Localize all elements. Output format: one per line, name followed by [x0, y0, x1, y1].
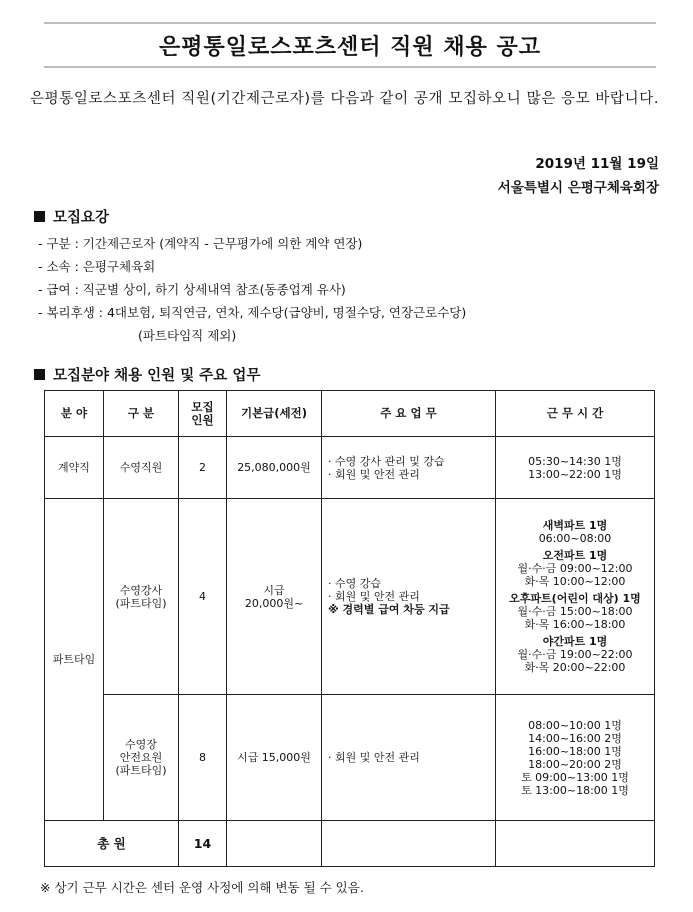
- total-empty: [496, 821, 655, 867]
- hours-line: 토 13:00~18:00 1명: [521, 783, 629, 797]
- list-item: - 구분 : 기간제근로자 (계약직 - 근무평가에 의한 계약 연장): [38, 236, 363, 251]
- part-line: 화·목 10:00~12:00: [524, 574, 626, 588]
- cell-duties: [322, 499, 496, 695]
- table-header-row: [45, 391, 655, 437]
- header-count-line2: 인원: [191, 412, 214, 427]
- cell-field: 계약직: [45, 437, 104, 499]
- cell-salary: 25,080,000원: [227, 437, 322, 499]
- total-label: 총 원: [45, 821, 179, 867]
- table-row: [45, 437, 655, 499]
- positions-table: [44, 390, 655, 867]
- part-block: [499, 519, 651, 545]
- part-line: 화·목 20:00~22:00: [524, 660, 626, 674]
- part-line: 월·수·금 19:00~22:00: [517, 647, 633, 661]
- header-duties: 주 요 업 무: [322, 391, 496, 437]
- cell-count: 4: [179, 499, 227, 695]
- table-row: [45, 499, 655, 695]
- list-item-continuation: (파트타임직 제외): [138, 328, 237, 343]
- title-rule: [44, 66, 656, 68]
- category-line: (파트타임): [115, 764, 167, 777]
- table-row: [45, 695, 655, 821]
- part-line: 월·수·금 09:00~12:00: [517, 561, 633, 575]
- cell-hours: [496, 695, 655, 821]
- cell-duties: [322, 437, 496, 499]
- cell-salary: 시급 15,000원: [227, 695, 322, 821]
- square-bullet-icon: [34, 369, 45, 380]
- total-empty: [322, 821, 496, 867]
- intro-paragraph: 은평통일로스포츠센터 직원(기간제근로자)를 다음과 같이 공개 모집하오니 많은 응모 바랍니다.: [30, 91, 660, 107]
- salary-line: 20,000원~: [244, 596, 304, 610]
- duty-line: · 회원 및 안전 관리: [328, 467, 420, 481]
- square-bullet-icon: [34, 211, 45, 222]
- cell-category: 수영직원: [104, 437, 179, 499]
- list-item: - 급여 : 직군별 상이, 하기 상세내역 참조(동종업계 유사): [38, 282, 346, 297]
- part-block: [499, 549, 651, 588]
- list-item: - 소속 : 은평구체육회: [38, 259, 156, 274]
- header-hours: 근 무 시 간: [496, 391, 655, 437]
- part-block: [499, 635, 651, 674]
- table-total-row: [45, 821, 655, 867]
- category-line: (파트타임): [115, 596, 167, 610]
- page-title: 은평통일로스포츠센터 직원 채용 공고: [158, 35, 541, 60]
- footnote: ※ 상기 근무 시간은 센터 운영 사정에 의해 변동 될 수 있음.: [40, 880, 364, 895]
- category-line: 안전요원: [119, 751, 163, 764]
- section-heading-requirements: [34, 206, 109, 227]
- cell-hours: [496, 437, 655, 499]
- part-block: [499, 592, 651, 631]
- category-line: 수영강사: [119, 583, 163, 597]
- duty-line: · 회원 및 안전 관리: [328, 751, 420, 764]
- hours-line: 08:00~10:00 1명: [528, 718, 622, 732]
- part-line: 06:00~08:00: [538, 531, 612, 545]
- hours-line: 13:00~22:00 1명: [528, 467, 622, 481]
- hours-line: 토 09:00~13:00 1명: [521, 770, 629, 784]
- part-title: 오후파트(어린이 대상) 1명: [509, 591, 641, 605]
- section-heading-text: 모집요강: [53, 210, 110, 226]
- cell-count: 2: [179, 437, 227, 499]
- salary-line: 시급: [263, 583, 285, 597]
- section-heading-positions: [34, 364, 260, 385]
- requirements-list: [38, 232, 466, 347]
- issuer: 서울특별시 은평구체육회장: [497, 180, 659, 196]
- duty-line: · 수영 강습: [328, 577, 381, 590]
- top-rule: [44, 22, 656, 24]
- cell-category: [104, 695, 179, 821]
- header-field: 분 야: [45, 391, 104, 437]
- hours-line: 05:30~14:30 1명: [528, 454, 622, 468]
- duty-line: · 수영 강사 관리 및 강습: [328, 454, 445, 468]
- cell-category: [104, 499, 179, 695]
- part-title: 오전파트 1명: [542, 548, 608, 562]
- header-count-line1: 모집: [191, 399, 214, 414]
- part-title: 야간파트 1명: [542, 634, 608, 648]
- header-count: [179, 391, 227, 437]
- cell-count: 8: [179, 695, 227, 821]
- cell-salary: [227, 499, 322, 695]
- hours-line: 16:00~18:00 1명: [528, 744, 622, 758]
- total-count: 14: [179, 821, 227, 867]
- part-line: 월·수·금 15:00~18:00: [517, 604, 633, 618]
- section-heading-text: 모집분야 채용 인원 및 주요 업무: [53, 368, 261, 384]
- category-line: 수영장: [125, 738, 157, 751]
- part-title: 새벽파트 1명: [542, 518, 608, 532]
- list-item: - 복리후생 : 4대보험, 퇴직연금, 연차, 제수당(급양비, 명절수당, 연장근로수당): [38, 305, 467, 320]
- cell-hours: [496, 499, 655, 695]
- duty-line: · 회원 및 안전 관리: [328, 590, 420, 603]
- hours-line: 18:00~20:00 2명: [528, 757, 622, 771]
- header-category: 구 분: [104, 391, 179, 437]
- total-empty: [227, 821, 322, 867]
- cell-duties: [322, 695, 496, 821]
- date-block: [498, 152, 659, 200]
- part-line: 화·목 16:00~18:00: [524, 617, 626, 631]
- notice-date: 2019년 11월 19일: [535, 156, 659, 172]
- duty-note: ※ 경력별 급여 차등 지급: [328, 603, 450, 616]
- hours-line: 14:00~16:00 2명: [528, 731, 622, 745]
- cell-field: 파트타임: [45, 499, 104, 821]
- header-salary: 기본급(세전): [227, 391, 322, 437]
